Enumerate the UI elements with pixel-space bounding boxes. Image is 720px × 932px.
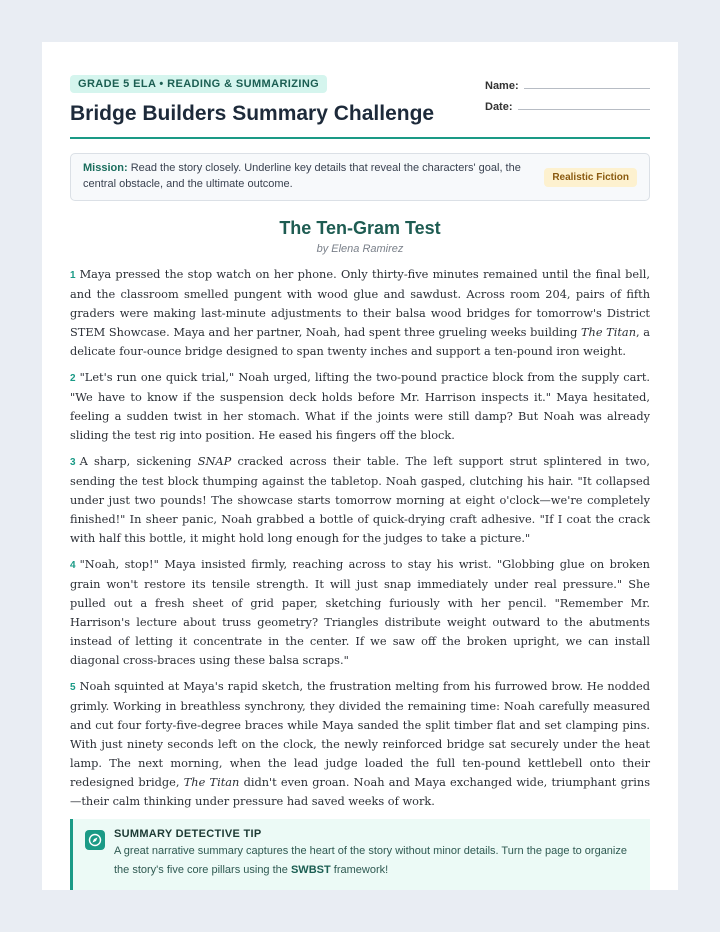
tip-heading: SUMMARY DETECTIVE TIP (114, 827, 262, 840)
date-field[interactable] (485, 101, 650, 113)
student-fields (485, 80, 650, 122)
summary-tip-box (70, 819, 650, 890)
paragraph-italic: The Titan (183, 774, 240, 789)
grade-badge: GRADE 5 ELA • READING & SUMMARIZING (70, 75, 327, 93)
name-field[interactable] (485, 80, 650, 92)
genre-badge: Realistic Fiction (544, 168, 637, 187)
tip-body: A great narrative summary captures the heart of the story without minor details. Turn the page to organize the story's five core pillars using the (114, 844, 627, 876)
paragraph-italic: The Titan (580, 324, 637, 339)
mission-text (83, 161, 538, 193)
paragraph-number: 3 (70, 456, 76, 468)
paragraph-2 (70, 368, 650, 445)
name-line[interactable] (524, 88, 650, 89)
tip-text (114, 842, 638, 880)
paragraph-text: "Let's run one quick trial," Noah urged, lifting the two-pound practice block from the supply cart. "We have to know if the suspension deck holds before Mr. Harrison inspects it." Maya hesitated, feeling a sudden twist in her stomach. What if the joints were still damp? But Noah was already sliding the test rig into position. He eased his fingers off the block. (70, 369, 650, 442)
paragraph-italic: SNAP (197, 453, 232, 468)
paragraph-number: 5 (70, 681, 76, 693)
paragraph-text: Noah squinted at Maya's rapid sketch, the frustration melting from his furrowed brow. He nodded grimly. Working in breathless synchrony, they divided the remaining time: Noah carefully measured and cut four forty-five-degree braces while Maya sanded the split timber flat and set clamping pins. With just ninety seconds left on the clock, the newly reinforced bridge sat securely under the heat lamp. The next morning, when the lead judge loaded the full ten-pound kettlebell onto their redesigned bridge, (70, 678, 650, 789)
tip-body-end: framework! (330, 863, 389, 876)
worksheet-header (70, 74, 650, 125)
compass-icon (85, 830, 105, 850)
worksheet-title: Bridge Builders Summary Challenge (70, 102, 435, 125)
story-body (70, 265, 650, 811)
tip-content (114, 828, 638, 880)
paragraph-text: A sharp, sickening (79, 453, 198, 468)
paragraph-3 (70, 452, 650, 548)
header-left (70, 74, 434, 125)
story-title: The Ten-Gram Test (279, 217, 441, 238)
tip-framework: SWBST (290, 863, 331, 876)
paragraph-number: 2 (70, 372, 76, 384)
paragraph-4 (70, 555, 650, 670)
paragraph-text: cracked across their table. The left support strut splintered in two, sending the test block thumping against the tabletop. Noah gasped, clutching his hair. "It collapsed under just two pounds! The showcase starts tomorrow morning at eight o'clock—we're completely finished!" In sheer panic, Noah grabbed a bottle of quick-drying craft adhesive. "If I coat the crack with half this bottle, it might hold long enough for the judges to take a picture." (70, 453, 650, 545)
name-label: Name: (485, 80, 519, 92)
paragraph-text: "Noah, stop!" Maya insisted firmly, reaching across to stay his wrist. "Globbing glue on broken grain won't restore its tensile strength. It will just snap immediately under real pressure." She pulled out a fresh sheet of grid paper, sketching furiously with her pencil. "Remember Mr. Harrison's lecture about truss geometry? Triangles distribute weight outward to the abutments instead of letting it concentrate in the center. If we saw off the broken upright, we can install diagonal cross-braces using these balsa scraps." (70, 556, 650, 667)
paragraph-number: 1 (70, 269, 76, 281)
paragraph-text: didn't even groan. Noah and Maya exchanged wide, triumphant grins—their calm thinking under pressure had saved weeks of work. (70, 774, 651, 808)
paragraph-text: Maya pressed the stop watch on her phone. Only thirty-five minutes remained until the final bell, and the classroom smelled pungent with wood glue and sawdust. Across room 204, pairs of fifth graders were making last-minute adjustments to their balsa wood bridges for tomorrow's District STEM Showcase. Maya and her partner, Noah, had spent three grueling weeks building (70, 266, 650, 339)
date-label: Date: (485, 101, 513, 113)
paragraph-1 (70, 265, 650, 361)
story-byline: by Elena Ramirez (316, 242, 404, 255)
paragraph-text: , a delicate four-ounce bridge designed to span twenty inches and support a ten-pound iron weight. (70, 324, 650, 358)
mission-body: Read the story closely. Underline key details that reveal the characters' goal, the central obstacle, and the ultimate outcome. (83, 162, 521, 191)
mission-label: Mission: (83, 162, 128, 175)
mission-box (70, 153, 650, 201)
worksheet-page (42, 42, 678, 890)
paragraph-5 (70, 677, 650, 811)
paragraph-number: 4 (70, 559, 76, 571)
date-line[interactable] (518, 109, 650, 110)
header-divider (70, 137, 650, 139)
